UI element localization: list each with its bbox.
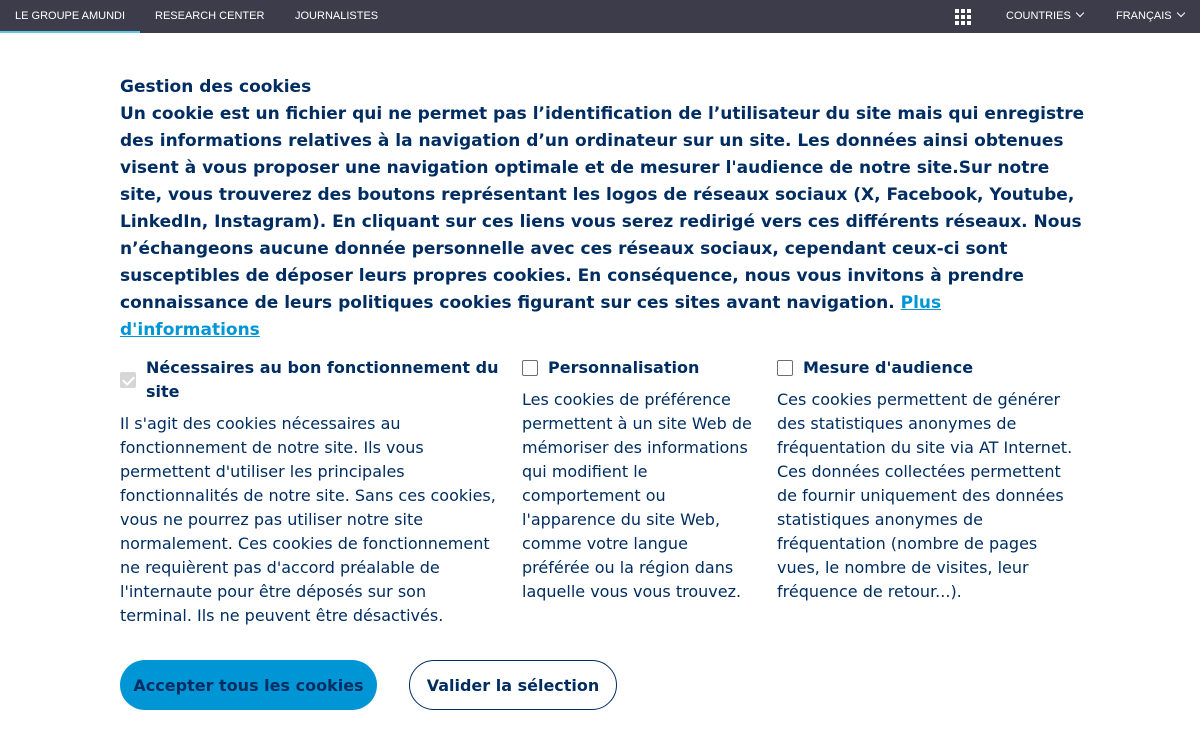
active-nav-indicator — [0, 31, 140, 33]
language-label: FRANÇAIS — [1116, 10, 1172, 22]
audience-checkbox[interactable] — [777, 360, 793, 376]
category-label: Nécessaires au bon fonctionnement du site — [146, 358, 499, 401]
category-label: Personnalisation — [548, 358, 700, 377]
category-personalisation — [522, 356, 754, 604]
language-dropdown[interactable] — [1116, 0, 1184, 33]
cookie-intro — [120, 101, 1085, 344]
category-audience — [777, 356, 1082, 604]
apps-grid-icon[interactable] — [955, 9, 971, 25]
necessary-checkbox — [120, 372, 136, 388]
cookie-title: Gestion des cookies — [120, 77, 312, 97]
nav-link-research-center[interactable]: RESEARCH CENTER — [155, 10, 265, 22]
validate-selection-button[interactable]: Valider la sélection — [409, 660, 617, 710]
more-info-link[interactable]: Plus d'informations — [120, 293, 942, 340]
top-navigation-bar — [0, 0, 1200, 33]
nav-link-groupe-amundi[interactable]: LE GROUPE AMUNDI — [15, 10, 126, 22]
category-necessary — [120, 356, 500, 628]
personalisation-checkbox[interactable] — [522, 360, 538, 376]
countries-dropdown[interactable] — [1006, 0, 1083, 33]
category-description: Les cookies de préférence permettent à un site Web de mémoriser des informations qui modifient le comportement ou l'apparence du site Web, comme votre langue préférée ou la région dans laquelle vous vous trouvez. — [522, 390, 752, 601]
category-description: Ces cookies permettent de générer des statistiques anonymes de fréquentation du site via AT Internet. Ces données collectées permettent de fournir uniquement des données statistiques anonymes de fréquentation (nombre de pages vues, le nombre de visites, leur fréquence de retour...). — [777, 390, 1073, 601]
nav-link-journalistes[interactable]: JOURNALISTES — [295, 10, 379, 22]
category-description: Il s'agit des cookies nécessaires au fonctionnement de notre site. Ils vous permettent d'utiliser les principales fonctionnalités de notre site. Sans ces cookies, vous ne pourrez pas utiliser notre site normalement. Ces cookies de fonctionnement ne requièrent pas d'accord préalable de l'internaute pour être déposés sur son terminal. Ils ne peuvent être désactivés. — [120, 414, 496, 625]
category-label: Mesure d'audience — [803, 358, 974, 377]
accept-all-button[interactable]: Accepter tous les cookies — [120, 660, 377, 710]
chevron-down-icon — [1076, 9, 1084, 17]
countries-label: COUNTRIES — [1006, 10, 1071, 22]
chevron-down-icon — [1176, 9, 1184, 17]
cookie-intro-text: Un cookie est un fichier qui ne permet pas l’identification de l’utilisateur du site mais qui enregistre des informations relatives à la navigation d’un ordinateur sur un site. Les données ainsi obtenues visent à vous proposer une navigation optimale et de mesurer l'audience de notre site.Sur notre site, vous trouverez des boutons représentant les logos de réseaux sociaux (X, Facebook, Youtube, LinkedIn, Instagram). En cliquant sur ces liens vous serez redirigé vers ces différents réseaux. Nous n’échangeons aucune donnée personnelle avec ces réseaux sociaux, cependant ceux-ci sont susceptibles de déposer leurs propres cookies. En conséquence, nous vous invitons à prendre connaissance de leurs politiques cookies figurant sur ces sites avant navigation. — [120, 104, 1085, 313]
